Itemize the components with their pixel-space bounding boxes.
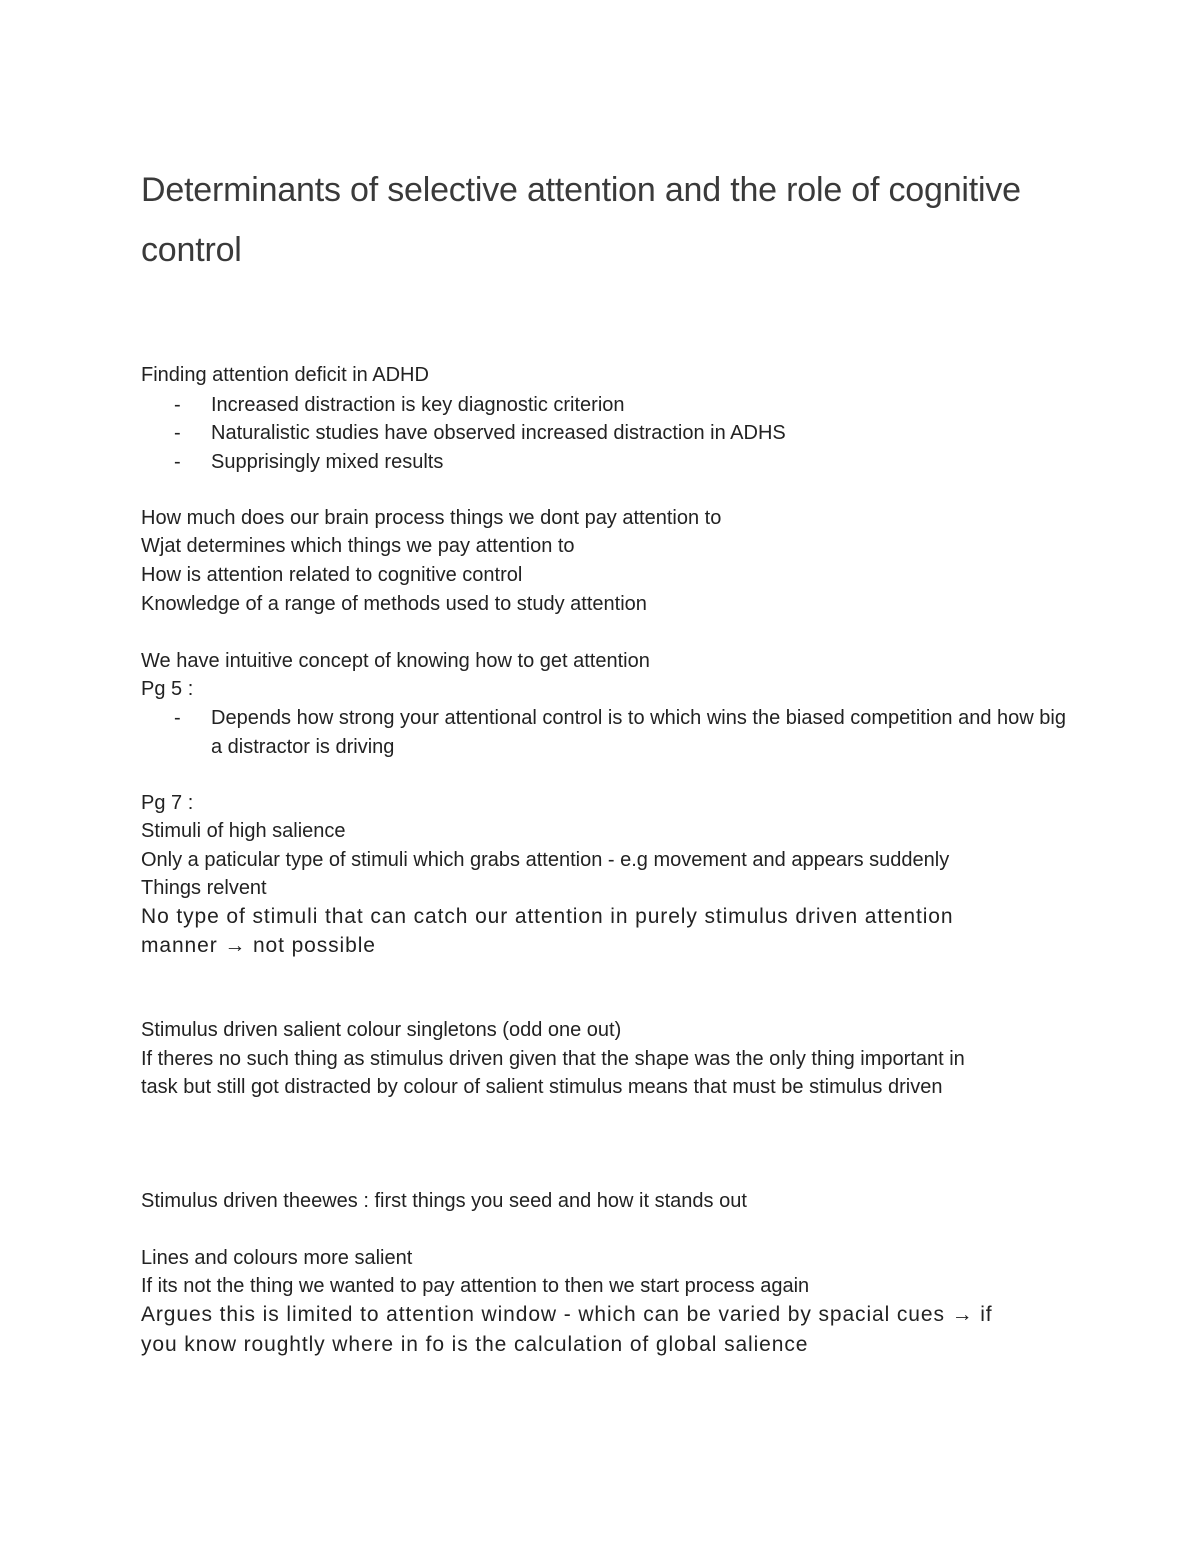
list-item: Supprisingly mixed results: [211, 451, 444, 473]
page-reference: Pg 7 :: [141, 792, 194, 814]
text-line: If theres no such thing as stimulus driven given that the shape was the only thing important in: [141, 1048, 965, 1070]
text-line: Things relvent: [141, 877, 267, 899]
bullet-marker: -: [174, 422, 181, 444]
text-line: task but still got distracted by colour of salient stimulus means that must be stimulus driven: [141, 1076, 943, 1098]
list-item: Depends how strong your attentional control is to which wins the biased competition and how big a distractor is driving: [211, 707, 1066, 758]
section-heading: Finding attention deficit in ADHD: [141, 364, 429, 386]
text-line: Lines and colours more salient: [141, 1247, 413, 1269]
list-item: Naturalistic studies have observed increased distraction in ADHS: [211, 422, 786, 444]
text-line: Stimulus driven salient colour singletons (odd one out): [141, 1019, 622, 1041]
text-line: Argues this is limited to attention window - which can be varied by spacial cues → if: [141, 1303, 993, 1326]
text-line: Stimuli of high salience: [141, 820, 346, 842]
text-line: Only a paticular type of stimuli which grabs attention - e.g movement and appears suddenly: [141, 849, 950, 871]
bullet-marker: -: [174, 451, 181, 473]
text-line: manner → not possible: [141, 934, 376, 957]
text-line: you know roughtly where in fo is the calculation of global salience: [141, 1333, 809, 1356]
text-line: No type of stimuli that can catch our attention in purely stimulus driven attention: [141, 905, 954, 928]
text-line: Stimulus driven theewes : first things you seed and how it stands out: [141, 1190, 747, 1212]
text-line: We have intuitive concept of knowing how to get attention: [141, 650, 650, 672]
document-title: Determinants of selective attention and the role of cognitive control: [141, 171, 1021, 269]
list-item: Increased distraction is key diagnostic criterion: [211, 394, 625, 416]
text-line: How much does our brain process things we dont pay attention to: [141, 507, 722, 529]
page-reference: Pg 5 :: [141, 678, 194, 700]
text-line: If its not the thing we wanted to pay attention to then we start process again: [141, 1275, 810, 1297]
text-line: Wjat determines which things we pay attention to: [141, 535, 575, 557]
text-line: How is attention related to cognitive control: [141, 564, 523, 586]
text-line: Knowledge of a range of methods used to study attention: [141, 593, 647, 615]
bullet-marker: -: [174, 707, 181, 729]
bullet-marker: -: [174, 394, 181, 416]
